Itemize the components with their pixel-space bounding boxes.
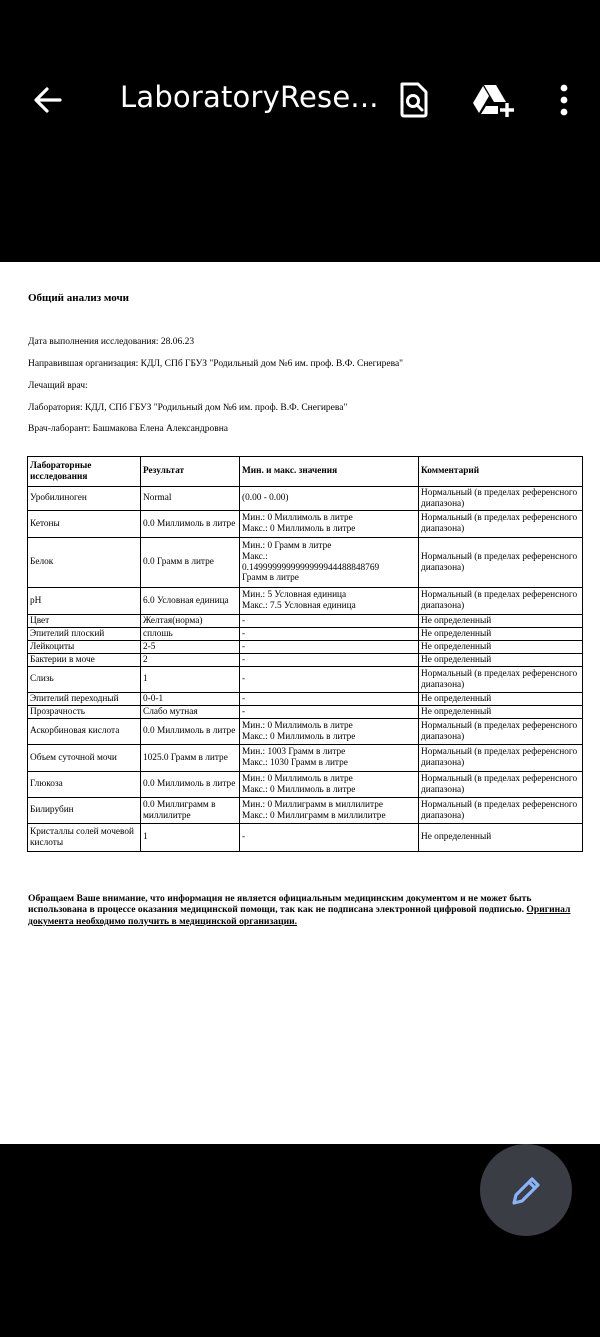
cell-comment: Нормальный (в пределах референсного диапазона) — [419, 798, 583, 824]
report-title: Общий анализ мочи — [28, 292, 129, 304]
meta-referring-org: Направившая организация: КДЛ, СПб ГБУЗ "Родильный дом №6 им. проф. В.Ф. Снегирева" — [28, 359, 404, 369]
cell-comment: Не определенный — [419, 693, 583, 706]
cell-range: Мин.: 0 Миллимоль в литре Макс.: 0 Миллимоль в литре — [240, 511, 419, 538]
cell-range: - — [240, 641, 419, 654]
cell-comment: Нормальный (в пределах референсного диапазона) — [419, 745, 583, 772]
table-row — [28, 798, 583, 824]
cell-comment: Не определенный — [419, 706, 583, 719]
cell-test: pH — [28, 588, 141, 615]
disclaimer-text: Обращаем Ваше внимание, что информация не является официальным медицинским документом и не может быть использована в процессе оказания медицинской помощи, так как не подписана электронной цифровой подписью. — [28, 893, 532, 916]
table-header-row — [28, 457, 583, 487]
cell-test: Глюкоза — [28, 772, 141, 798]
edit-pencil-icon — [509, 1174, 543, 1208]
cell-comment: Не определенный — [419, 641, 583, 654]
cell-comment: Нормальный (в пределах референсного диапазона) — [419, 487, 583, 511]
header-comment: Комментарий — [419, 457, 583, 487]
more-vert-icon — [552, 82, 576, 118]
cell-result: 1 — [141, 824, 240, 852]
cell-range: (0.00 - 0.00) — [240, 487, 419, 511]
results-table — [27, 456, 583, 852]
cell-comment: Нормальный (в пределах референсного диапазона) — [419, 538, 583, 588]
table-row — [28, 538, 583, 588]
edit-fab-button[interactable] — [480, 1144, 572, 1236]
add-to-drive-icon — [472, 82, 516, 118]
table-row — [28, 641, 583, 654]
cell-range: - — [240, 706, 419, 719]
cell-result: 0.0 Миллимоль в литре — [141, 511, 240, 538]
cell-comment: Не определенный — [419, 615, 583, 628]
table-row — [28, 667, 583, 693]
cell-result: 0.0 Грамм в литре — [141, 538, 240, 588]
cell-range: Мин.: 0 Миллиграмм в миллилитре Макс.: 0 Миллиграмм в миллилитре — [240, 798, 419, 824]
table-row — [28, 654, 583, 667]
disclaimer — [28, 893, 578, 927]
cell-comment: Нормальный (в пределах референсного диапазона) — [419, 772, 583, 798]
cell-test: Кристаллы солей мочевой кислоты — [28, 824, 141, 852]
table-row — [28, 772, 583, 798]
cell-test: Эпителий плоский — [28, 628, 141, 641]
meta-doctor: Лечащий врач: — [28, 381, 88, 391]
cell-comment: Нормальный (в пределах референсного диапазона) — [419, 511, 583, 538]
cell-test: Прозрачность — [28, 706, 141, 719]
cell-range: Мин.: 0 Грамм в литре Макс.: 0.14999999999999999444888487​69 Грамм в литре — [240, 538, 419, 588]
cell-test: Бактерии в моче — [28, 654, 141, 667]
cell-test: Белок — [28, 538, 141, 588]
cell-test: Эпителий переходный — [28, 693, 141, 706]
cell-range: Мин.: 0 Миллимоль в литре Макс.: 0 Миллимоль в литре — [240, 719, 419, 745]
cell-result: 0.0 Миллимоль в литре — [141, 772, 240, 798]
header-result: Результат — [141, 457, 240, 487]
cell-test: Слизь — [28, 667, 141, 693]
cell-result: 1 — [141, 667, 240, 693]
cell-range: Мин.: 5 Условная единица Макс.: 7.5 Условная единица — [240, 588, 419, 615]
arrow-back-icon — [30, 82, 66, 118]
table-row — [28, 588, 583, 615]
cell-test: Билирубин — [28, 798, 141, 824]
cell-range: Мин.: 1003 Грамм в литре Макс.: 1030 Грамм в литре — [240, 745, 419, 772]
cell-range: - — [240, 628, 419, 641]
cell-test: Лейкоциты — [28, 641, 141, 654]
cell-range: - — [240, 667, 419, 693]
cell-comment: Не определенный — [419, 824, 583, 852]
cell-range: - — [240, 693, 419, 706]
cell-result: 0-0-1 — [141, 693, 240, 706]
cell-test: Кетоны — [28, 511, 141, 538]
cell-comment: Нормальный (в пределах референсного диапазона) — [419, 719, 583, 745]
cell-result: 6.0 Условная единица — [141, 588, 240, 615]
cell-result: Normal — [141, 487, 240, 511]
table-row — [28, 706, 583, 719]
meta-lab-technician: Врач-лаборант: Башмакова Елена Александровна — [28, 424, 228, 434]
find-in-page-icon — [396, 80, 432, 120]
cell-range: - — [240, 824, 419, 852]
find-in-document-button[interactable] — [396, 80, 432, 120]
add-to-drive-button[interactable] — [472, 82, 516, 118]
cell-comment: Не определенный — [419, 654, 583, 667]
cell-test: Цвет — [28, 615, 141, 628]
table-row — [28, 745, 583, 772]
document-title: LaboratoryRese... — [120, 80, 379, 114]
cell-test: Уробилиноген — [28, 487, 141, 511]
header-range: Мин. и макс. значения — [240, 457, 419, 487]
cell-comment: Нормальный (в пределах референсного диапазона) — [419, 667, 583, 693]
more-options-button[interactable] — [552, 82, 576, 118]
cell-result: сплошь — [141, 628, 240, 641]
table-row — [28, 719, 583, 745]
cell-comment: Не определенный — [419, 628, 583, 641]
meta-date: Дата выполнения исследования: 28.06.23 — [28, 337, 195, 347]
header-test: Лабораторные исследования — [28, 457, 141, 487]
cell-range: - — [240, 615, 419, 628]
cell-result: 2 — [141, 654, 240, 667]
cell-range: Мин.: 0 Миллимоль в литре Макс.: 0 Миллимоль в литре — [240, 772, 419, 798]
table-row — [28, 615, 583, 628]
table-row — [28, 628, 583, 641]
back-button[interactable] — [30, 82, 66, 118]
cell-result: Желтая(норма) — [141, 615, 240, 628]
table-row — [28, 511, 583, 538]
cell-range: - — [240, 654, 419, 667]
cell-test: Аскорбиновая кислота — [28, 719, 141, 745]
app-bar — [0, 0, 600, 262]
table-row — [28, 487, 583, 511]
cell-result: 0.0 Миллиграмм в миллилитре — [141, 798, 240, 824]
cell-result: 1025.0 Грамм в литре — [141, 745, 240, 772]
cell-comment: Нормальный (в пределах референсного диапазона) — [419, 588, 583, 615]
table-body — [28, 487, 583, 852]
cell-test: Объем суточной мочи — [28, 745, 141, 772]
meta-laboratory: Лаборатория: КДЛ, СПб ГБУЗ "Родильный дом №6 им. проф. В.Ф. Снегирева" — [28, 403, 348, 413]
table-row — [28, 693, 583, 706]
cell-result: 2-5 — [141, 641, 240, 654]
disclaimer-underlined: Оригинал документа необходимо получить в медицинской организации. — [28, 904, 571, 927]
document-page — [0, 262, 600, 1144]
cell-result: 0.0 Миллимоль в литре — [141, 719, 240, 745]
cell-result: Слабо мутная — [141, 706, 240, 719]
table-row — [28, 824, 583, 852]
